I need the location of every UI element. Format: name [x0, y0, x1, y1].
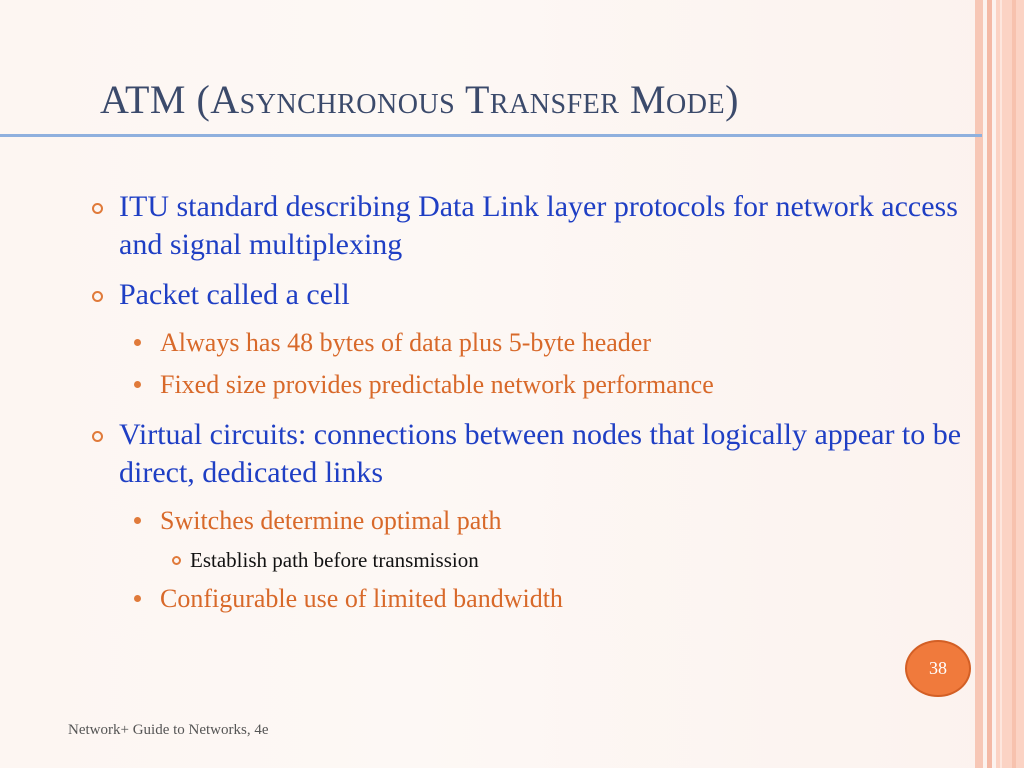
sub-bullet-item — [86, 582, 976, 616]
hollow-circle-bullet-icon — [92, 203, 103, 214]
bullet-text: Virtual circuits: connections between nodes that logically appear to be direct, dedicated links — [119, 418, 962, 489]
sub-bullet-item — [86, 368, 976, 402]
title-underline — [0, 134, 982, 137]
hollow-circle-bullet-icon — [92, 291, 103, 302]
sub-bullet-item — [86, 326, 976, 360]
sub-bullet-text: Always has 48 bytes of data plus 5-byte header — [160, 328, 651, 357]
decorative-stripe — [1000, 0, 1002, 768]
sub-sub-bullet-text: Establish path before transmission — [190, 548, 479, 572]
decorative-stripe — [1012, 0, 1016, 768]
page-number-badge — [905, 640, 971, 697]
sub-bullet-text: Fixed size provides predictable network performance — [160, 370, 714, 399]
page-number: 38 — [929, 658, 947, 678]
sub-bullet-text: Configurable use of limited bandwidth — [160, 584, 563, 613]
bullet-list — [86, 188, 976, 624]
filled-circle-bullet-icon — [134, 517, 141, 524]
filled-circle-bullet-icon — [134, 595, 141, 602]
filled-circle-bullet-icon — [134, 339, 141, 346]
bullet-item — [86, 416, 976, 492]
hollow-small-circle-bullet-icon — [172, 556, 181, 565]
hollow-circle-bullet-icon — [92, 431, 103, 442]
sub-sub-bullet-item — [86, 546, 976, 574]
footer-text: Network+ Guide to Networks, 4e — [68, 722, 269, 738]
decorative-stripe — [987, 0, 992, 768]
decorative-stripe — [975, 0, 983, 768]
bullet-item — [86, 276, 976, 314]
sub-bullet-item — [86, 504, 976, 538]
bullet-text: ITU standard describing Data Link layer protocols for network access and signal multiplexing — [119, 190, 958, 261]
bullet-item — [86, 188, 976, 264]
slide-title: ATM (Asynchronous Transfer Mode) — [100, 77, 739, 122]
filled-circle-bullet-icon — [134, 381, 141, 388]
sub-bullet-text: Switches determine optimal path — [160, 506, 502, 535]
bullet-text: Packet called a cell — [119, 278, 350, 311]
